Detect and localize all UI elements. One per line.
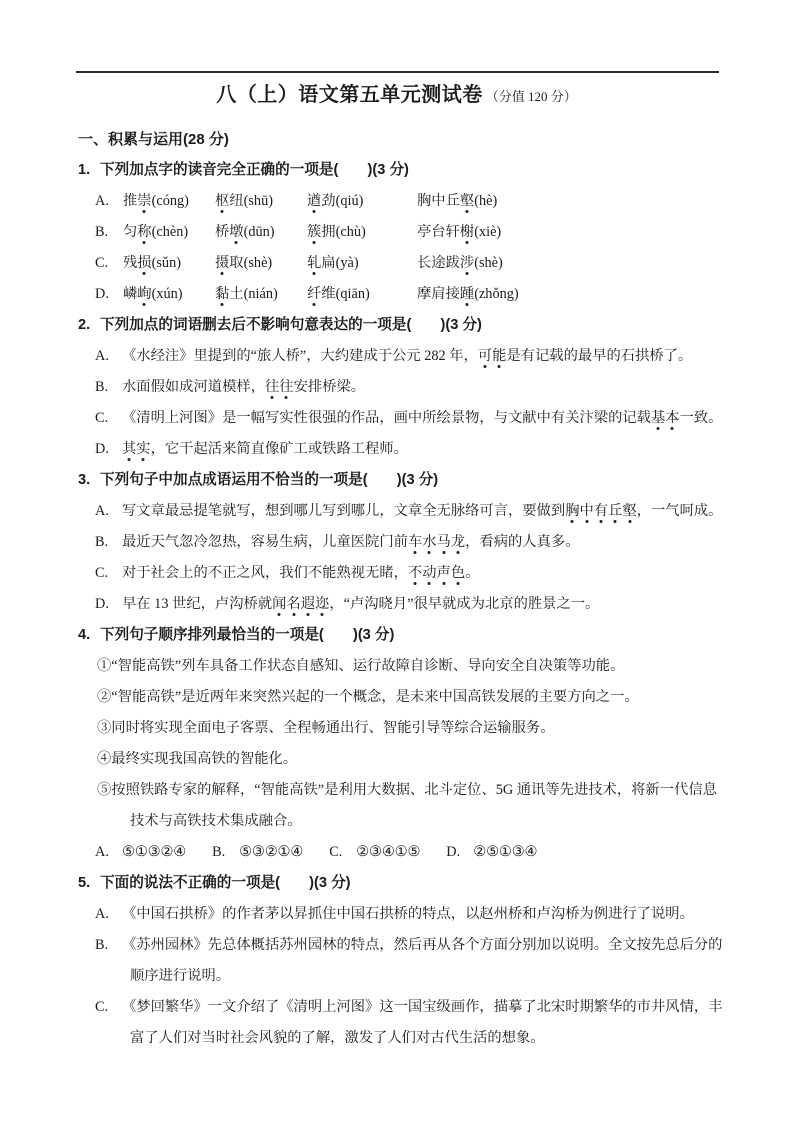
- option-label: A.: [95, 348, 109, 364]
- question-3-text: 下列句子中加点成语运用不恰当的一项是( )(3 分): [100, 472, 439, 488]
- option-label: A.: [95, 503, 109, 519]
- question-3-number: 3.: [78, 472, 91, 488]
- q1-option-c: [95, 248, 725, 279]
- question-5-text: 下面的说法不正确的一项是( )(3 分): [100, 875, 351, 891]
- text-segment: 匀: [123, 224, 138, 240]
- text-segment: 最近天气忽冷忽热，容易生病，儿童医院门前: [122, 534, 408, 550]
- option-label: C.: [95, 565, 109, 581]
- option-word: [123, 217, 215, 248]
- emphasized-char: 实: [136, 441, 151, 457]
- text-segment: 一致。: [679, 410, 723, 426]
- emphasized-char: 水: [422, 534, 437, 550]
- option-label: D.: [95, 441, 109, 457]
- text-segment: (chèn): [151, 224, 189, 240]
- option-text: [122, 534, 580, 550]
- emphasized-char: 遒: [307, 193, 322, 209]
- text-segment: 是有记载的最早的石拱桥了。: [506, 348, 693, 364]
- q2-option-b: [95, 372, 725, 403]
- text-segment: 桥: [215, 224, 230, 240]
- emphasized-char: 胸: [565, 503, 580, 519]
- q4-choice-a: [95, 837, 186, 868]
- question-1-stem: [78, 155, 725, 186]
- q4-sentence-2: ②“智能高铁”是近两年来突然兴起的一个概念，是未来中国高铁发展的主要方向之一。: [97, 689, 639, 705]
- option-word: [307, 279, 417, 310]
- emphasized-char: 丘: [608, 503, 623, 519]
- emphasized-char: 崇: [137, 193, 152, 209]
- paper-content: [78, 124, 725, 1054]
- choice-value: ⑤③②①④: [239, 844, 304, 860]
- option-text: 《梦回繁华》一文介绍了《清明上河图》这一国宝级画作，描摹了北宋时期繁华的市井风情，丰富了人们对当时社会风貌的了解，激发了人们对古代生活的想象。: [122, 999, 723, 1046]
- emphasized-char: 可: [477, 348, 493, 364]
- choice-value: ②⑤①③④: [473, 844, 538, 860]
- option-label: C.: [95, 999, 109, 1015]
- document-title-row: [0, 80, 793, 112]
- emphasized-char: 墩: [229, 224, 244, 240]
- option-label: D.: [95, 286, 109, 302]
- emphasized-char: 名: [286, 596, 301, 612]
- emphasized-char: 迩: [315, 596, 330, 612]
- text-segment: 推: [123, 193, 138, 209]
- question-2-stem: [78, 310, 725, 341]
- choice-label: A.: [95, 844, 109, 860]
- option-label: B.: [95, 937, 109, 953]
- choice-value: ⑤①③②④: [122, 844, 187, 860]
- q3-option-b: [95, 527, 725, 558]
- text-segment: ，它干起活来简直像矿工或铁路工程师。: [150, 441, 408, 457]
- q2-option-c: [95, 403, 725, 434]
- emphasized-char: 壑: [622, 503, 637, 519]
- text-segment: 《清明上河图》是一幅写实性很强的作品，画中所绘景物，与文献中有关汴梁的记载: [122, 410, 651, 426]
- option-word: [307, 186, 417, 217]
- text-segment: (dūn): [243, 224, 275, 240]
- emphasized-char: 基: [650, 410, 666, 426]
- option-word: [215, 279, 307, 310]
- text-segment: 安排桥梁。: [293, 379, 366, 395]
- emphasized-char: 壑: [459, 193, 475, 209]
- option-label: C.: [95, 255, 109, 271]
- emphasized-char: 色: [450, 565, 466, 581]
- text-segment: (sǔn): [151, 255, 181, 271]
- emphasized-char: 有: [593, 503, 609, 519]
- text-segment: (xún): [151, 286, 183, 302]
- q2-option-d: [95, 434, 725, 465]
- option-text: 《中国石拱桥》的作者茅以昇抓住中国石拱桥的特点，以赵州桥和卢沟桥为例进行了说明。: [122, 906, 694, 922]
- emphasized-char: 损: [137, 255, 152, 271]
- text-segment: (shè): [474, 255, 503, 271]
- option-word: [417, 186, 725, 217]
- option-word: [307, 248, 417, 279]
- question-5-number: 5.: [78, 875, 91, 891]
- emphasized-char: 龙: [450, 534, 466, 550]
- text-segment: 早在 13 世纪，卢沟桥就: [122, 596, 273, 612]
- text-segment: 劲(qiú): [321, 193, 364, 209]
- top-rule-divider: [76, 71, 719, 73]
- option-word: [417, 248, 725, 279]
- question-4-stem: [78, 620, 725, 651]
- text-segment: 土(nián): [229, 286, 278, 302]
- option-text: [122, 503, 722, 519]
- q1-option-d: [95, 279, 725, 310]
- emphasized-char: 踵: [459, 286, 475, 302]
- emphasized-char: 闻: [272, 596, 287, 612]
- emphasized-char: 簇: [307, 224, 322, 240]
- emphasized-char: 中: [579, 503, 594, 519]
- text-segment: (xiè): [474, 224, 502, 240]
- q5-option-c: [95, 992, 725, 1054]
- emphasized-char: 往: [264, 379, 280, 395]
- option-word: [307, 217, 417, 248]
- question-1-text: 下列加点字的读音完全正确的一项是( )(3 分): [100, 162, 409, 178]
- text-segment: 胸中丘: [417, 193, 460, 209]
- q4-choice-b: [212, 837, 303, 868]
- text-segment: (hè): [474, 193, 498, 209]
- text-segment: ，看病的人真多。: [465, 534, 580, 550]
- emphasized-char: 称: [137, 224, 152, 240]
- option-label: A.: [95, 193, 109, 209]
- text-segment: 。: [465, 565, 480, 581]
- option-text: [122, 596, 599, 612]
- q3-option-c: [95, 558, 725, 589]
- page-title-score-note: （分值 120 分）: [485, 89, 577, 104]
- option-text: 《苏州园林》先总体概括苏州园林的特点，然后再从各个方面分别加以说明。全文按先总后分的顺序进行说明。: [122, 937, 723, 984]
- emphasized-char: 遐: [300, 596, 316, 612]
- question-2-text: 下列加点的词语删去后不影响句意表达的一项是( )(3 分): [100, 317, 482, 333]
- q1-option-b: [95, 217, 725, 248]
- q5-option-b: [95, 930, 725, 992]
- q4-choice-d: [446, 837, 537, 868]
- emphasized-char: 轧: [307, 255, 322, 271]
- question-2-number: 2.: [78, 317, 91, 333]
- emphasized-char: 枢: [215, 193, 230, 209]
- text-segment: (zhǒng): [474, 286, 519, 302]
- emphasized-char: 车: [407, 534, 423, 550]
- option-text: [122, 410, 722, 426]
- question-4-text: 下列句子顺序排列最恰当的一项是( )(3 分): [100, 627, 395, 643]
- text-segment: 取(shè): [229, 255, 273, 271]
- option-label: B.: [95, 224, 109, 240]
- text-segment: 维(qiān): [321, 286, 370, 302]
- text-segment: (cóng): [151, 193, 189, 209]
- text-segment: 纽(shū): [229, 193, 273, 209]
- text-segment: 扁(yà): [321, 255, 359, 271]
- option-text: [122, 379, 365, 395]
- q5-option-a: [95, 899, 725, 930]
- q4-sentence-4: ④最终实现我国高铁的智能化。: [97, 751, 298, 767]
- emphasized-char: 动: [422, 565, 437, 581]
- option-word: [215, 186, 307, 217]
- q4-sentence-5: ⑤按照铁路专家的解释，“智能高铁”是利用大数据、北斗定位、5G 通讯等先进技术，将新一代信息技术与高铁技术集成融合。: [97, 782, 717, 829]
- q4-sentence-3: ③同时将实现全面电子客票、全程畅通出行、智能引导等综合运输服务。: [97, 720, 555, 736]
- emphasized-char: 涉: [459, 255, 475, 271]
- question-3-stem: [78, 465, 725, 496]
- q4-choice-c: [329, 837, 420, 868]
- q1-option-a: [95, 186, 725, 217]
- emphasized-char: 不: [407, 565, 423, 581]
- option-word: [215, 217, 307, 248]
- emphasized-char: 往: [279, 379, 294, 395]
- q2-option-a: [95, 341, 725, 372]
- option-text: [122, 441, 408, 457]
- question-4-number: 4.: [78, 627, 91, 643]
- emphasized-char: 纤: [307, 286, 322, 302]
- choice-label: D.: [446, 844, 461, 860]
- choice-label: B.: [212, 844, 226, 860]
- text-segment: 长途跋: [417, 255, 460, 271]
- choice-label: C.: [329, 844, 343, 860]
- emphasized-char: 能: [492, 348, 507, 364]
- page-title: 八（上）语文第五单元测试卷: [216, 84, 483, 106]
- option-label: D.: [95, 596, 109, 612]
- text-segment: 《水经注》里提到的“旅人桥”，大约建成于公元 282 年，: [122, 348, 478, 364]
- emphasized-char: 摄: [215, 255, 230, 271]
- text-segment: 摩肩接: [417, 286, 460, 302]
- option-word: [123, 186, 215, 217]
- option-word: [123, 248, 215, 279]
- text-segment: 写文章最忌提笔就写，想到哪儿写到哪儿，文章全无脉络可言，要做到: [122, 503, 566, 519]
- option-word: [215, 248, 307, 279]
- text-segment: 对于社会上的不正之风，我们不能熟视无睹，: [122, 565, 408, 581]
- q3-option-d: [95, 589, 725, 620]
- text-segment: 亭台轩: [417, 224, 460, 240]
- q4-sentence-1: ①“智能高铁”列车具备工作状态自感知、运行故障自诊断、导向安全自决策等功能。: [97, 658, 625, 674]
- emphasized-char: 声: [436, 565, 451, 581]
- option-text: [122, 348, 692, 364]
- text-segment: ，“卢沟晓月”很早就成为北京的胜景之一。: [329, 596, 600, 612]
- text-segment: 残: [123, 255, 138, 271]
- text-segment: ，一气呵成。: [636, 503, 723, 519]
- text-segment: 嶙: [123, 286, 138, 302]
- section-1-heading: 一、积累与运用(28 分): [78, 131, 229, 148]
- emphasized-char: 本: [665, 410, 680, 426]
- emphasized-char: 马: [436, 534, 451, 550]
- q3-option-a: [95, 496, 725, 527]
- question-5-stem: [78, 868, 725, 899]
- option-label: B.: [95, 534, 109, 550]
- emphasized-char: 榭: [459, 224, 475, 240]
- question-1-number: 1.: [78, 162, 91, 178]
- option-text: [122, 565, 479, 581]
- option-label: A.: [95, 906, 109, 922]
- text-segment: 拥(chù): [321, 224, 366, 240]
- option-word: [417, 217, 725, 248]
- option-label: C.: [95, 410, 109, 426]
- option-word: [123, 279, 215, 310]
- choice-value: ②③④①⑤: [356, 844, 421, 860]
- option-word: [417, 279, 725, 310]
- emphasized-char: 其: [122, 441, 137, 457]
- q4-choices-row: [95, 837, 725, 868]
- text-segment: 水面假如成河道模样，: [122, 379, 265, 395]
- emphasized-char: 黏: [215, 286, 230, 302]
- emphasized-char: 峋: [137, 286, 152, 302]
- option-label: B.: [95, 379, 109, 395]
